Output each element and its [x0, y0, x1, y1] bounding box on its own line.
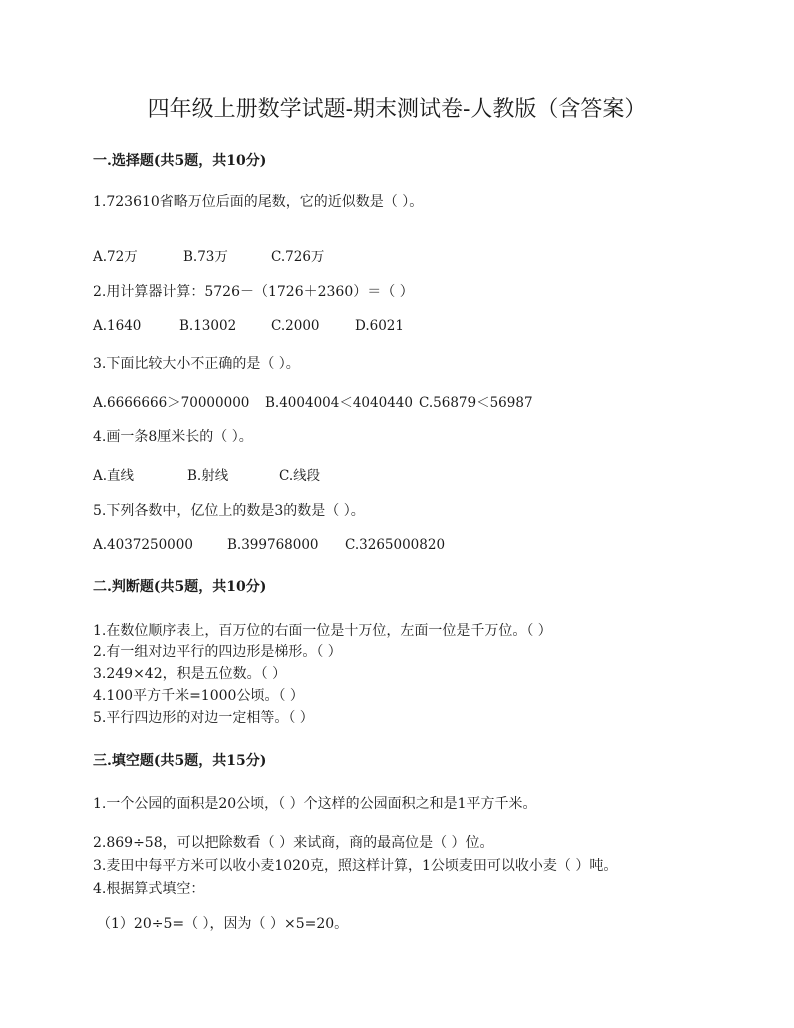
section-heading-choice: 一.选择题(共5题，共10分) — [93, 153, 267, 169]
question-1-text: 1.723610省略万位后面的尾数，它的近似数是（ ）。 — [93, 194, 424, 210]
judgment-item-4: 4.100平方千米=1000公顷。（ ） — [93, 688, 304, 704]
option-b: B.399768000 — [227, 537, 319, 553]
option-b: B.13002 — [179, 318, 237, 334]
option-c: C.56879＜56987 — [419, 395, 533, 411]
fill-item-4: 4.根据算式填空： — [93, 881, 205, 897]
option-a: A.直线 — [93, 468, 135, 484]
judgment-item-2: 2.有一组对边平行的四边形是梯形。（ ） — [93, 644, 342, 660]
page-title: 四年级上册数学试题-期末测试卷-人教版（含答案） — [147, 97, 647, 122]
judgment-item-3: 3.249×42，积是五位数。（ ） — [93, 666, 287, 682]
option-c: C.2000 — [271, 318, 320, 334]
option-b: B.73万 — [183, 249, 228, 265]
option-c: C.3265000820 — [345, 537, 446, 553]
fill-item-1: 1.一个公园的面积是20公顷，（ ）个这样的公园面积之和是1平方千米。 — [93, 796, 537, 812]
option-b: B.4004004＜4040440 — [265, 395, 413, 411]
option-a: A.72万 — [93, 249, 138, 265]
fill-item-2: 2.869÷58，可以把除数看（ ）来试商，商的最高位是（ ）位。 — [93, 835, 494, 851]
section-heading-judgment: 二.判断题(共5题，共10分) — [93, 579, 267, 595]
fill-item-3: 3.麦田中每平方米可以收小麦1020克，照这样计算，1公顷麦田可以收小麦（ ）吨。 — [93, 858, 618, 874]
judgment-item-5: 5.平行四边形的对边一定相等。（ ） — [93, 710, 314, 726]
option-c: C.线段 — [279, 468, 321, 484]
option-d: D.6021 — [355, 318, 404, 334]
question-4-text: 4.画一条8厘米长的（ ）。 — [93, 429, 253, 445]
question-5-text: 5.下列各数中，亿位上的数是3的数是（ ）。 — [93, 503, 365, 519]
judgment-item-1: 1.在数位顺序表上，百万位的右面一位是十万位，左面一位是千万位。（ ） — [93, 623, 552, 639]
option-b: B.射线 — [187, 468, 229, 484]
question-3-text: 3.下面比较大小不正确的是（ ）。 — [93, 356, 300, 372]
option-a: A.6666666＞70000000 — [93, 395, 250, 411]
fill-item-4-sub-1: （1）20÷5=（ ），因为（ ）×5=20。 — [97, 916, 349, 932]
question-2-text: 2.用计算器计算：5726－（1726＋2360）＝（ ） — [93, 284, 414, 300]
option-a: A.1640 — [93, 318, 142, 334]
option-c: C.726万 — [271, 249, 325, 265]
option-a: A.4037250000 — [93, 537, 193, 553]
section-heading-fill-blank: 三.填空题(共5题，共15分) — [93, 753, 267, 769]
